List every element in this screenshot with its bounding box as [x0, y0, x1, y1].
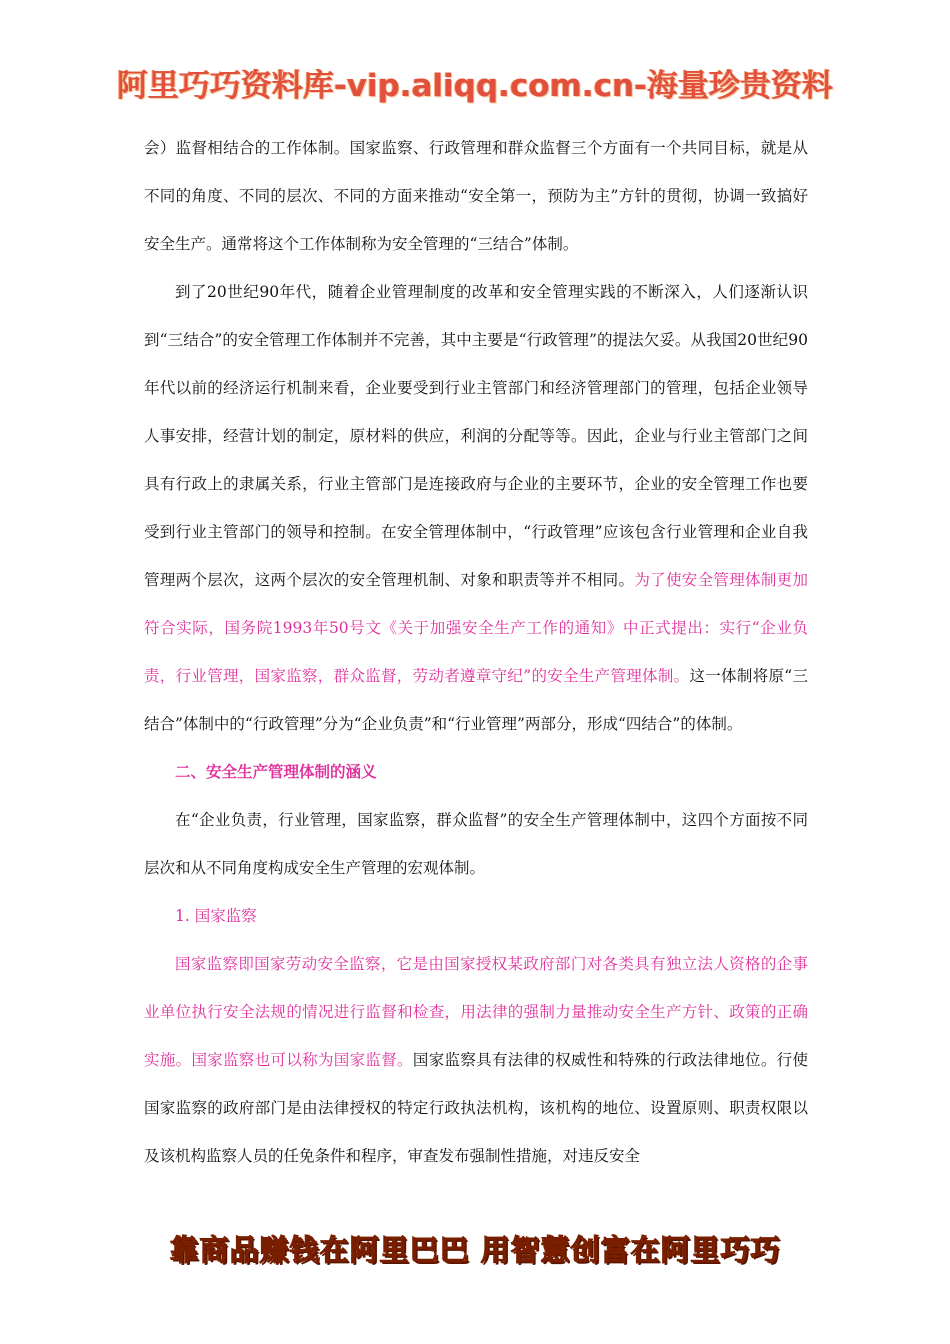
paragraph-2-highlight: 为了使安全管理体制更加符合实际，国务院1993年50号文《关于加强安全生产工作的通知》中正式提出：实行“企业负责，行业管理，国家监察，群众监督，劳动者遵章守纪”的安全生产管理体制。 — [144, 571, 808, 685]
paragraph-3: 在“企业负责，行业管理，国家监察，群众监督”的安全生产管理体制中，这四个方面按不同层次和从不同角度构成安全生产管理的宏观体制。 — [144, 811, 808, 877]
section-heading: 二、安全生产管理体制的涵义 — [175, 762, 377, 781]
footer-banner: 靠商品赚钱在阿里巴巴 用智慧创富在阿里巧巧 — [169, 1233, 781, 1267]
header-banner: 阿里巧巧资料库-vip.aliqq.com.cn-海量珍贵资料 — [116, 68, 834, 104]
paragraph-2 — [144, 268, 808, 748]
paragraph-2-tail: 这一体制将原“三结合”体制中的“行政管理”分为“企业负责”和“行业管理”两部分，形成“四结合”的体制。 — [144, 667, 808, 733]
paragraph-2-text: 到了20世纪90年代，随着企业管理制度的改革和安全管理实践的不断深入，人们逐渐认识到“三结合”的安全管理工作体制并不完善，其中主要是“行政管理”的提法欠妥。从我国20世纪90年代以前的经济运行机制来看，企业要受到行业主管部门和经济管理部门的管理，包括企业领导人事安排，经营计划的制定，原材料的供应，利润的分配等等。因此，企业与行业主管部门之间具有行政上的隶属关系，行业主管部门是连接政府与企业的主要环节，企业的安全管理工作也要受到行业主管部门的领导和控制。在安全管理体制中，“行政管理”应该包含行业管理和企业自我管理两个层次，这两个层次的安全管理机制、对象和职责等并不相同。 — [144, 283, 808, 589]
paragraph-4-highlight: 国家监察即国家劳动安全监察，它是由国家授权某政府部门对各类具有独立法人资格的企事业单位执行安全法规的情况进行监督和检查，用法律的强制力量推动安全生产方针、政策的正确实施。国家监察也可以称为国家监督。 — [144, 955, 808, 1069]
document-body — [144, 124, 808, 1180]
subsection-heading: 1. 国家监察 — [175, 907, 257, 925]
paragraph-4-tail: 国家监察具有法律的权威性和特殊的行政法律地位。行使国家监察的政府部门是由法律授权的特定行政执法机构，该机构的地位、设置原则、职责权限以及该机构监察人员的任免条件和程序，审查发布强制性措施，对违反安全 — [144, 1051, 808, 1165]
paragraph-1: 会）监督相结合的工作体制。国家监察、行政管理和群众监督三个方面有一个共同目标，就是从不同的角度、不同的层次、不同的方面来推动“安全第一，预防为主”方针的贯彻，协调一致搞好安全生产。通常将这个工作体制称为安全管理的“三结合”体制。 — [144, 139, 808, 253]
paragraph-4 — [144, 940, 808, 1180]
